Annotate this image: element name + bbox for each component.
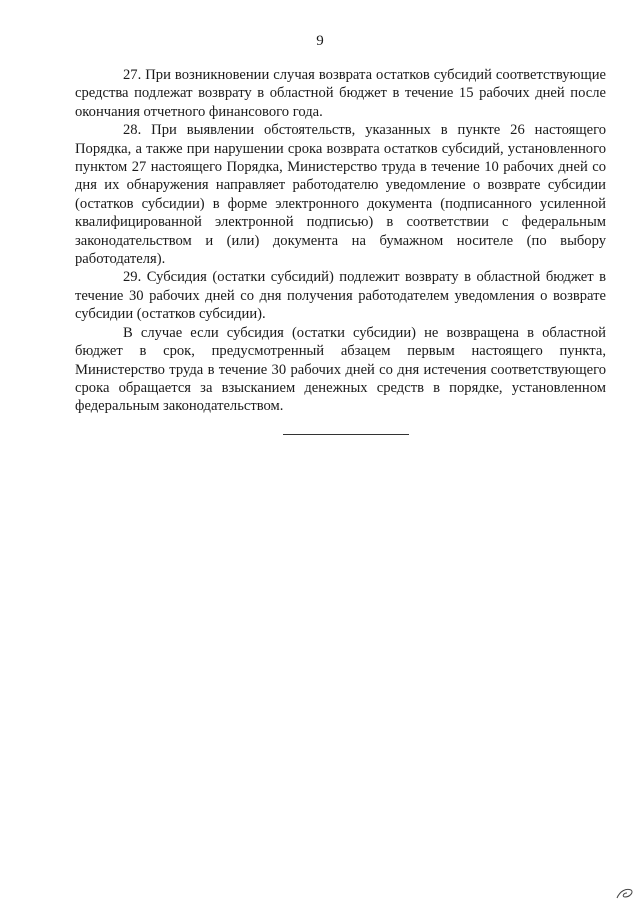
- paragraph-28: 28. При выявлении обстоятельств, указанных в пункте 26 настоящего Порядка, а также при нарушении срока возврата остатков субсидий, установленного пунктом 27 настоящего Порядка, Министерство труда в течение 10 рабочих дней со дня их обнаружения направляет работодателю уведомление о возврате субсидии (остатков субсидии) в форме электронного документа (подписанного усиленной квалифицированной электронной подписью) в соответствии с федеральным законодательством и (или) документа на бумажном носителе (по выбору работодателя).: [75, 122, 606, 268]
- paragraph-27: 27. При возникновении случая возврата остатков субсидий соответствующие средства подлежат возврату в областной бюджет в течение 15 рабочих дней после окончания отчетного финансового года.: [75, 67, 606, 120]
- paragraph-29: 29. Субсидия (остатки субсидий) подлежит возврату в областной бюджет в течение 30 рабочих дней со дня получения работодателем уведомления о возврате субсидии (остатков субсидии).: [75, 269, 606, 323]
- handwritten-mark-icon: [614, 885, 636, 901]
- end-divider-line: [283, 434, 409, 435]
- paragraph-29-second: В случае если субсидия (остатки субсидии) не возвращена в областной бюджет в срок, предусмотренный абзацем первым настоящего пункта, Министерство труда в течение 30 рабочих дней со дня истечения соответствующего срока обращается за взысканием денежных средств в порядке, установленном федеральным законодательством.: [75, 324, 606, 415]
- document-body: [75, 66, 606, 416]
- page-number: 9: [316, 33, 324, 49]
